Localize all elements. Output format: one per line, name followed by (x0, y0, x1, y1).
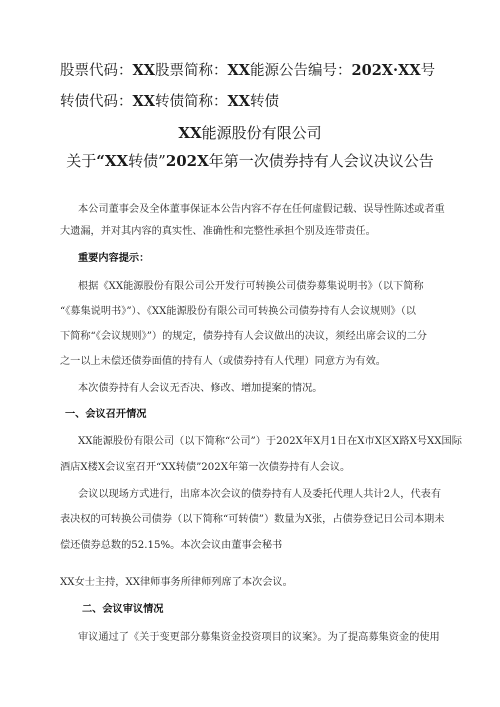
title-part-c: 转债” (128, 152, 166, 170)
attendance-line-1: 会议以现场方式进行，出席本次会议的债券持有人及委托代理人共计2人，代表有 (78, 489, 442, 500)
stock-name-label: 股票简称： (155, 63, 228, 79)
title-part-e: 年第一次债券持有人会议决议公告 (208, 152, 434, 170)
title-part-d: 202X (165, 152, 209, 170)
review-line-1: 审议通过了《关于变更部分募集资金投资项目的议案》。为了提高募集资金的使用 (78, 632, 440, 643)
title-part-a: 关于 (66, 152, 97, 170)
announcement-title (0, 152, 500, 171)
paragraph-basis-line-2: “《募集说明书》”）、《XX能源股份有限公司可转换公司债券持有人会议规则》（以 (60, 306, 416, 317)
section-heading-meeting: 一、会议召开情况 (65, 408, 147, 420)
announcement-number-suffix: 号 (420, 63, 436, 79)
stock-code-line (60, 62, 435, 80)
bond-code-line (60, 93, 279, 111)
meeting-line-1: XX能源股份有限公司（以下简称“公司”）于202X年X月1日在X市X区X路X号XX国际 (78, 436, 462, 447)
attendance-line-2: 表决权的可转换公司债券（以下简称“可转债”）数量为X张，占债券登记日公司本期未 (60, 514, 445, 525)
announcement-number-label: 能源公告编号： (250, 63, 352, 79)
company-name (0, 124, 500, 143)
disclaimer-line-2: 大遗漏，并对其内容的真实性、准确性和完整性承担个别及连带责任。 (60, 226, 376, 237)
meeting-line-2: 酒店X楼X会议室召开“XX转债”202X年第一次债券持有人会议。 (60, 462, 351, 473)
section-heading-review: 二、会议审议情况 (82, 603, 164, 615)
announcement-number-value: 202X·XX (351, 62, 421, 79)
no-veto-statement: 本次债券持有人会议无否决、修改、增加提案的情况。 (78, 383, 323, 394)
bond-name-label: 转债简称： (155, 94, 228, 110)
stock-code-label: 股票代码： (60, 63, 133, 79)
company-name-text: 能源股份有限公司 (201, 124, 322, 142)
bond-name-suffix: 转债 (250, 94, 280, 110)
host-line: XX女士主持，XX律师事务所律师列席了本次会议。 (60, 577, 293, 588)
disclaimer-line-1: 本公司董事会及全体董事保证本公告内容不存在任何虚假记载、误导性陈述或者重 (78, 204, 445, 215)
title-part-b: “XX (96, 152, 129, 170)
paragraph-basis-line-4: 之一以上未偿还债券面值的持有人（或债券持有人代理）同意方为有效。 (60, 356, 386, 367)
bond-name-value: XX (227, 93, 251, 110)
paragraph-basis-line-3: 下简称“《会议规则》”）的规定，债券持有人会议做出的决议，须经出席会议的二分 (60, 331, 427, 342)
paragraph-basis-line-1: 根据《XX能源股份有限公司公开发行可转换公司债券募集说明书》（以下简称 (78, 281, 424, 292)
key-points-heading: 重要内容提示： (78, 252, 150, 264)
stock-code-value: XX (132, 62, 156, 79)
company-name-prefix: XX (178, 124, 202, 142)
stock-name-value: XX (227, 62, 251, 79)
bond-code-label: 转债代码： (60, 94, 133, 110)
attendance-line-3: 偿还债券总数的52.15%。本次会议由董事会秘书 (60, 540, 283, 551)
bond-code-value: XX (132, 93, 156, 110)
